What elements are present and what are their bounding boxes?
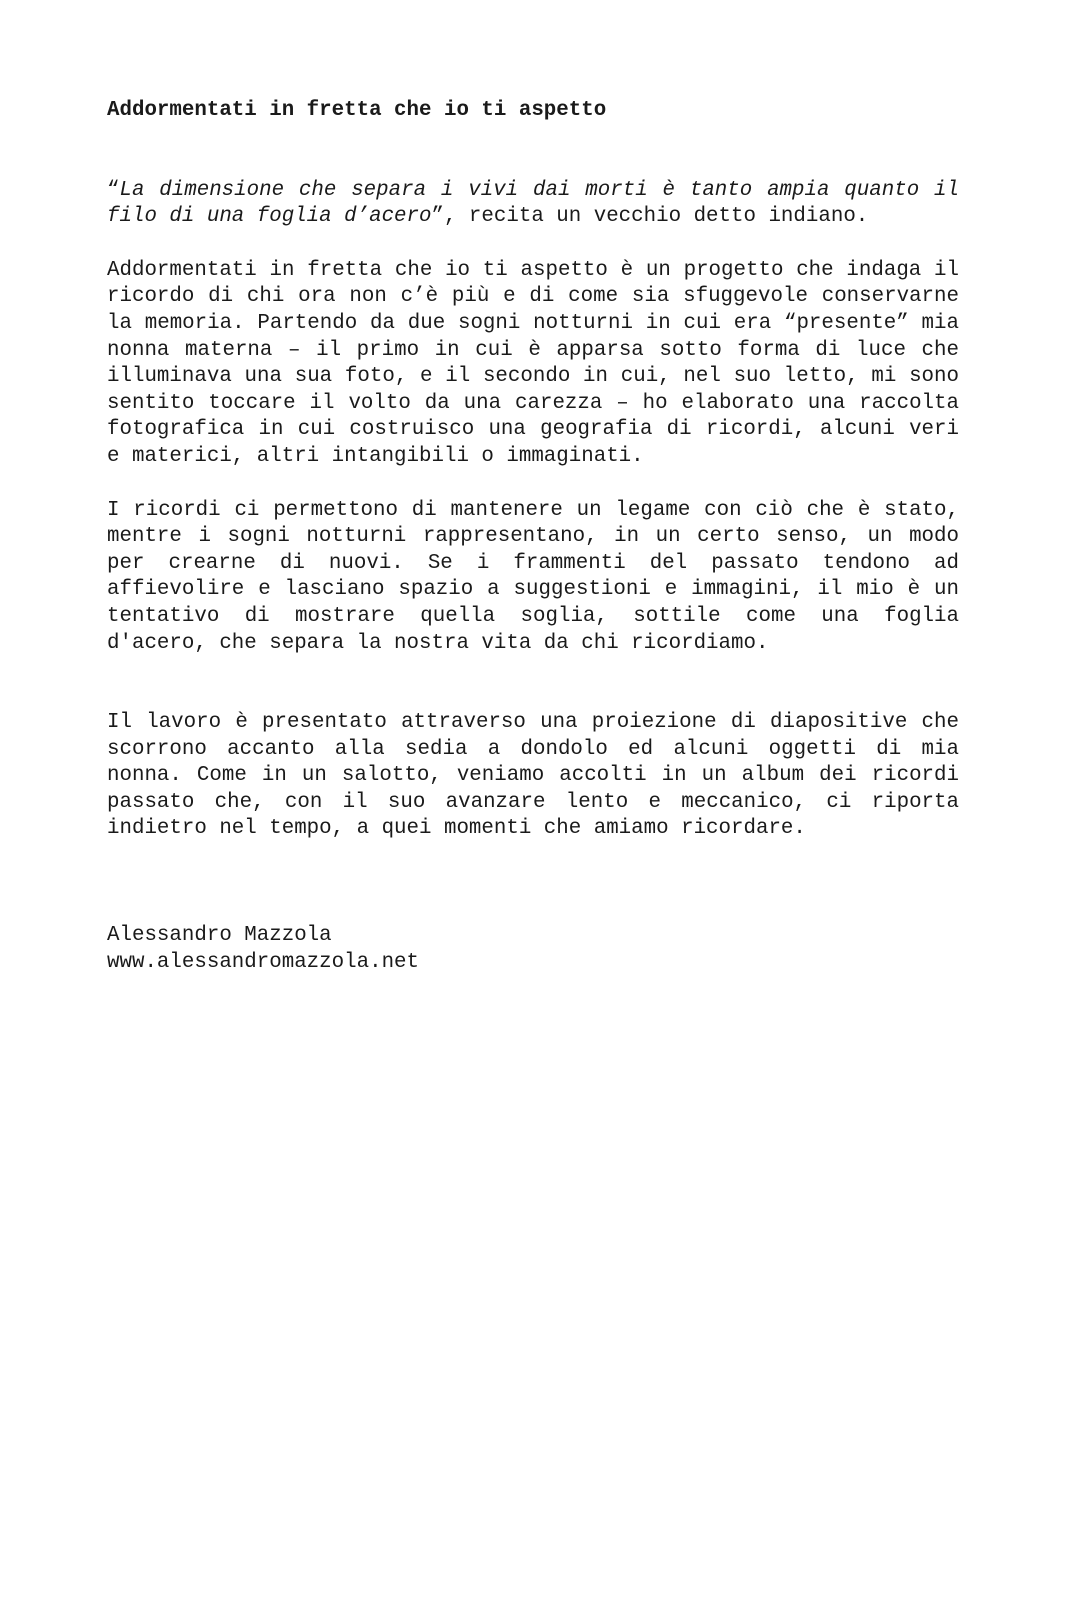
author-name: Alessandro Mazzola xyxy=(107,924,332,948)
document-title: Addormentati in fretta che io ti aspetto xyxy=(107,99,607,122)
quote-attribution: ”, recita un vecchio detto indiano. xyxy=(431,205,869,229)
quote-open-mark: “ xyxy=(107,178,120,202)
paragraph-presentation: Il lavoro è presentato attraverso una proiezione di diapositive che scorrono accanto alla sedia a dondolo ed alcuni oggetti di mia nonna. Come in un salotto, veniamo accolti in un album dei ricordi passato che, con il suo avanzare lento e meccanico, ci riporta indietro nel tempo, a quei momenti che amiamo ricordare. xyxy=(107,711,959,841)
document-body xyxy=(107,98,959,976)
quote-italic-text: La dimensione che separa i vivi dai morti è tanto ampia quanto il filo di una foglia d’acero xyxy=(107,178,959,229)
author-website[interactable]: www.alessandromazzola.net xyxy=(107,950,420,974)
opening-quote xyxy=(107,178,959,231)
paragraph-memories: I ricordi ci permettono di mantenere un legame con ciò che è stato, mentre i sogni notturni rappresentano, in un certo senso, un modo per crearne di nuovi. Se i frammenti del passato tendono ad affievolire e lasciano spazio a suggestioni e immagini, il mio è un tentativo di mostrare quella soglia, sottile come una foglia d'acero, che separa la nostra vita da chi ricordiamo. xyxy=(107,498,959,655)
signature-block xyxy=(107,923,959,976)
paragraph-project-description: Addormentati in fretta che io ti aspetto è un progetto che indaga il ricordo di chi ora non c’è più e di come sia sfuggevole conservarne la memoria. Partendo da due sogni notturni in cui era “presente” mia nonna materna – il primo in cui è apparsa sotto forma di luce che illuminava una sua foto, e il secondo in cui, nel suo letto, mi sono sentito toccare il volto da una carezza – ho elaborato una raccolta fotografica in cui costruisco una geografia di ricordi, alcuni veri e materici, altri intangibili o immaginati. xyxy=(107,258,959,468)
